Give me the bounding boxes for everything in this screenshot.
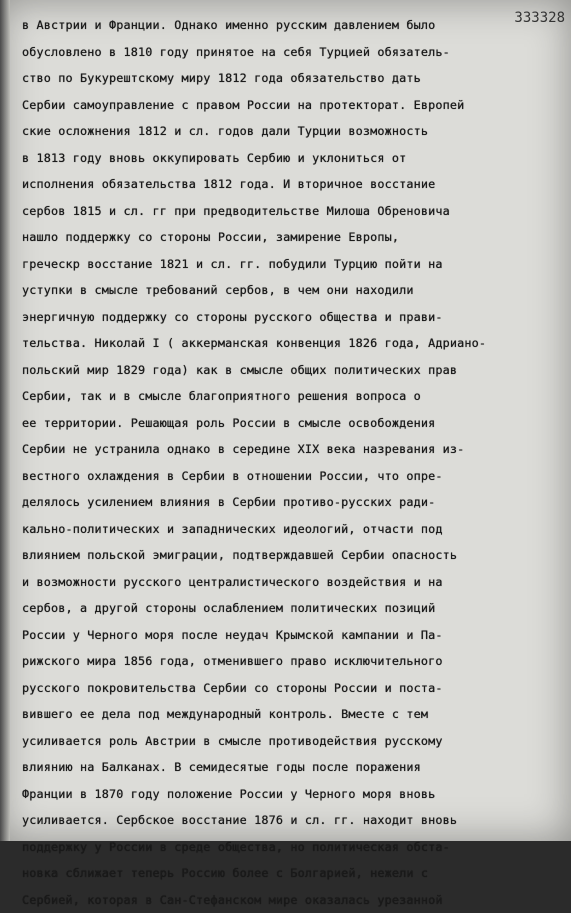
- text-line: влиянием польской эмиграции, подтверждавшей Сербии опасность: [22, 542, 567, 569]
- text-line: Сербией, которая в Сан-Стефанском мире оказалась урезанной: [22, 887, 567, 913]
- text-line: вившего ее дела под международный контроль. Вместе с тем: [22, 701, 567, 728]
- text-line: ские осложнения 1812 и сл. годов дали Турции возможность: [22, 118, 567, 145]
- text-line: поддержку у России в среде общества, но политическая обста-: [22, 834, 567, 861]
- text-line: усиливается роль Австрии в смысле противодействия русскому: [22, 728, 567, 755]
- text-line: исполнения обязательства 1812 года. И вторичное восстание: [22, 171, 567, 198]
- text-line: греческр восстание 1821 и сл. гг. побудили Турцию пойти на: [22, 251, 567, 278]
- text-line: ство по Букурештскому миру 1812 года обязательство дать: [22, 65, 567, 92]
- text-line: и возможности русского централистического воздействия и на: [22, 569, 567, 596]
- text-line: в Австрии и Франции. Однако именно русским давлением было: [22, 12, 567, 39]
- page-number: 333328: [514, 10, 565, 26]
- text-line: в 1813 году вновь оккупировать Сербию и уклониться от: [22, 145, 567, 172]
- text-line: кально-политических и западнических идеологий, отчасти под: [22, 516, 567, 543]
- text-line: польский мир 1829 года) как в смысле общих политических прав: [22, 357, 567, 384]
- text-line: русского покровительства Сербии со стороны России и поста-: [22, 675, 567, 702]
- text-line: сербов, а другой стороны ослаблением политических позиций: [22, 595, 567, 622]
- text-line: обусловлено в 1810 году принятое на себя Турцией обязатель-: [22, 39, 567, 66]
- text-line: энергичную поддержку со стороны русского общества и прави-: [22, 304, 567, 331]
- text-line: новка сближает теперь Россию более с Болгарией, нежели с: [22, 860, 567, 887]
- text-line: ее территории. Решающая роль России в смысле освобождения: [22, 410, 567, 437]
- text-line: сербов 1815 и сл. гг при предводительстве Милоша Обреновича: [22, 198, 567, 225]
- text-line: Сербии, так и в смысле благоприятного решения вопроса о: [22, 383, 567, 410]
- text-line: делялось усилением влияния в Сербии противо-русских ради-: [22, 489, 567, 516]
- text-line: России у Черного моря после неудач Крымской кампании и Па-: [22, 622, 567, 649]
- text-line: влиянию на Балканах. В семидесятые годы после поражения: [22, 754, 567, 781]
- text-line: Сербии самоуправление с правом России на протекторат. Европей: [22, 92, 567, 119]
- text-line: усиливается. Сербское восстание 1876 и сл. гг. находит вновь: [22, 807, 567, 834]
- text-line: Франции в 1870 году положение России у Черного моря вновь: [22, 781, 567, 808]
- typewritten-text-body: [22, 12, 567, 913]
- text-line: вестного охлаждения в Сербии в отношении России, что опре-: [22, 463, 567, 490]
- text-line: уступки в смысле требований сербов, в чем они находили: [22, 277, 567, 304]
- page-edge-shadow: [0, 0, 10, 841]
- text-line: нашло поддержку со стороны России, замирение Европы,: [22, 224, 567, 251]
- text-line: Сербии не устранила однако в середине XIX века назревания из-: [22, 436, 567, 463]
- text-line: тельства. Николай I ( аккерманская конвенция 1826 года, Адриано-: [22, 330, 567, 357]
- text-line: рижского мира 1856 года, отменившего право исключительного: [22, 648, 567, 675]
